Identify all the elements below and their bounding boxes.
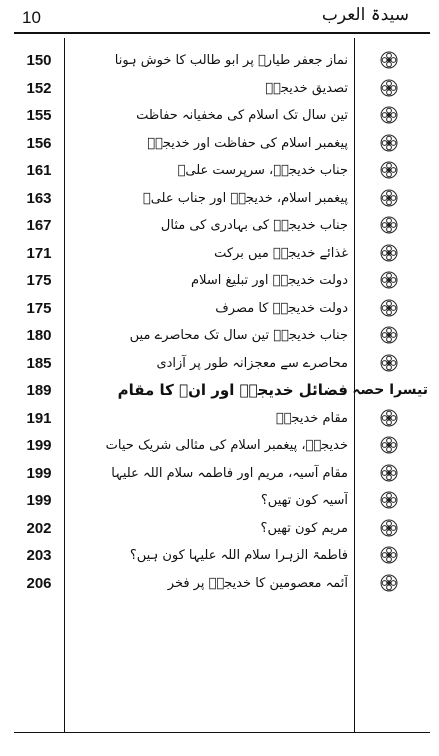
flower-bullet-icon [380,299,398,317]
toc-page-number: 191 [26,409,52,427]
toc-row [14,515,430,542]
toc-row [14,570,430,597]
toc-row [14,405,430,432]
toc-entry-title: تین سال تک اسلام کی مخفیانہ حفاظت [136,108,348,123]
toc-page-number: 189 [26,382,52,399]
flower-bullet-icon [380,189,398,207]
toc-entry-title: فاطمۃ الزہرا سلام اللہ علیہا کون ہیں؟ [129,548,348,563]
toc-row [14,432,430,459]
toc-row [14,212,430,239]
toc-page-number: 202 [26,519,52,537]
toc-page-number: 199 [26,492,52,509]
toc-row [14,295,430,322]
toc-entry-title: خدیجہؑ، پیغمبر اسلام کی مثالی شریک حیات [105,438,348,453]
toc-entry-title: جناب خدیجہؑ کی بہادری کی مثال [160,218,348,233]
toc-page-number: 206 [26,574,52,592]
toc-entry-title: مقام آسیہ، مریم اور فاطمہ سلام اللہ علیہا [111,465,348,481]
toc-page-number: 163 [26,189,52,207]
flower-bullet-icon [380,354,398,372]
bottom-rule [14,732,430,733]
toc-row [14,102,430,129]
flower-bullet-icon [380,161,398,179]
toc-row [14,322,430,349]
toc-page-number: 156 [26,134,52,152]
flower-bullet-icon [380,216,398,234]
toc-row [14,75,430,102]
toc-entry-title: آسیہ کون تھیں؟ [260,493,348,508]
flower-bullet-icon [380,519,398,537]
toc-entry-title: دولت خدیجہؑ کا مصرف [215,300,348,316]
header-rule [14,32,430,34]
table-of-contents [14,38,430,732]
running-title: سیدۃ العرب [321,5,409,25]
toc-row [14,460,430,487]
toc-page-number: 203 [26,547,52,564]
toc-page-number: 175 [26,299,52,317]
page-number: 10 [22,8,41,27]
toc-row [14,542,430,569]
flower-bullet-icon [380,51,398,69]
toc-entry-title: دولت خدیجہؑ اور تبلیغ اسلام [191,273,348,288]
toc-page-number: 152 [26,79,52,97]
toc-row [14,487,430,514]
toc-entry-title: پیغمبر اسلام کی حفاظت اور خدیجہؑ [147,135,348,151]
toc-entry-title: تصدیق خدیجہؑ [265,80,348,96]
toc-entry-title: نماز جعفر طیارؑ پر ابو طالب کا خوش ہونا [114,53,348,68]
toc-page-number: 199 [26,464,52,482]
toc-page-number: 199 [26,437,52,454]
flower-bullet-icon [380,409,398,427]
flower-bullet-icon [380,106,398,124]
flower-bullet-icon [380,546,398,564]
toc-page-number: 167 [26,217,52,234]
toc-row [14,240,430,267]
toc-row [14,157,430,184]
flower-bullet-icon [380,491,398,509]
toc-row [14,130,430,157]
toc-row [14,47,430,74]
toc-page-number: 180 [26,327,52,344]
toc-page-number: 150 [26,52,52,69]
toc-entry-title: مریم کون تھیں؟ [260,520,348,536]
toc-entry-title: پیغمبر اسلام، خدیجہؑ اور جناب علیؑ [142,190,348,206]
toc-row [14,185,430,212]
section-heading-row [14,377,430,404]
flower-bullet-icon [380,79,398,97]
toc-row [14,350,430,377]
flower-bullet-icon [380,271,398,289]
flower-bullet-icon [380,574,398,592]
flower-bullet-icon [380,134,398,152]
toc-entry-title: محاصرے سے معجزانہ طور پر آزادی [156,355,348,371]
toc-entry-title: جناب خدیجہؑ تین سال تک محاصرے میں [129,328,348,343]
toc-page-number: 171 [26,244,52,262]
flower-bullet-icon [380,464,398,482]
toc-entry-title: غذائے خدیجہؑ میں برکت [214,245,348,261]
toc-page-number: 155 [26,107,52,124]
flower-bullet-icon [380,244,398,262]
toc-page-number: 161 [26,162,52,179]
section-title: فضائل خدیجہؑ اور انؑ کا مقام [117,381,348,399]
toc-page-number: 185 [26,354,52,372]
section-label: تیسرا حصہ [352,382,428,398]
flower-bullet-icon [380,436,398,454]
toc-page-number: 175 [26,272,52,289]
toc-entry-title: جناب خدیجہؑ، سرپرست علیؑ [177,163,348,178]
flower-bullet-icon [380,326,398,344]
toc-row [14,267,430,294]
page-header [0,0,439,34]
toc-entry-title: آئمہ معصومین کا خدیجہؑ پر فخر [167,575,348,591]
toc-entry-title: مقام خدیجہؑ [275,410,348,426]
